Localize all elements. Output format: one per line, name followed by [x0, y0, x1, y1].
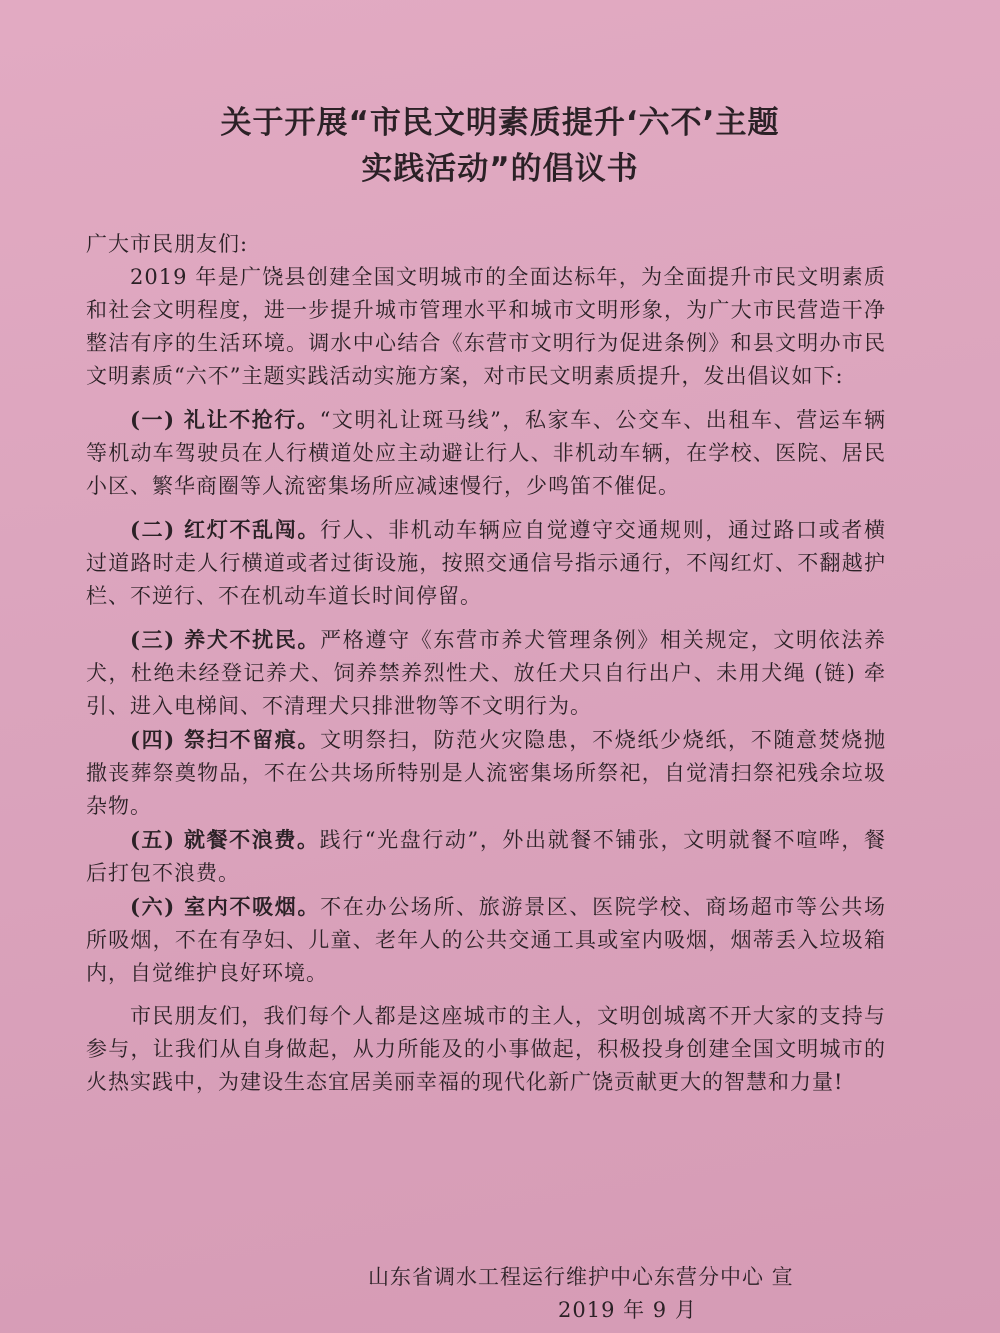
initiative-heading: (六) 室内不吸烟。	[130, 894, 321, 919]
salutation: 广大市民朋友们:	[86, 232, 249, 256]
intro-paragraph: 2019 年是广饶县创建全国文明城市的全面达标年，为全面提升市民文明素质和社会文明程度，进一步提升城市管理水平和城市文明形象，为广大市民营造干净整洁有序的生活环境。调水中心结合《东营市文明行为促进条例》和县文明办市民文明素质“六不”主题实践活动实施方案，对市民文明素质提升，发出倡议如下:	[86, 265, 886, 388]
initiative-heading: (一) 礼让不抢行。	[130, 407, 320, 432]
closing-paragraph: 市民朋友们，我们每个人都是这座城市的主人，文明创城离不开大家的支持与参与，让我们从自身做起，从力所能及的小事做起，积极投身创建全国文明城市的火热实践中，为建设生态宜居美丽幸福的现代化新广饶贡献更大的智慧和力量!	[86, 1004, 886, 1094]
initiative-heading: (三) 养犬不扰民。	[130, 627, 321, 652]
initiative-heading: (四) 祭扫不留痕。	[130, 727, 321, 752]
initiative-item-3	[86, 623, 886, 723]
initiative-text: 不在办公场所、旅游景区、医院学校、商场超市等公共场所吸烟，不在有孕妇、儿童、老年人的公共交通工具或室内吸烟，烟蒂丢入垃圾箱内，自觉维护良好环境。	[86, 895, 887, 985]
title-line-1: 关于开展“市民文明素质提升‘六不’主题	[220, 105, 780, 141]
initiative-item-1	[86, 403, 886, 503]
signature-date: 2019 年 9 月	[558, 1298, 697, 1322]
initiative-text: 行人、非机动车辆应自觉遵守交通规则，通过路口或者横过道路时走人行横道或者过街设施，按照交通信号指示通行，不闯红灯、不翻越护栏、不逆行、不在机动车道长时间停留。	[86, 518, 887, 608]
signature-organization: 山东省调水工程运行维护中心东营分中心 宣	[368, 1265, 794, 1289]
initiative-heading: (二) 红灯不乱闯。	[130, 517, 321, 542]
initiative-item-4	[86, 723, 886, 823]
initiative-heading: (五) 就餐不浪费。	[130, 827, 320, 852]
initiative-item-5	[86, 823, 886, 890]
initiative-text: 严格遵守《东营市养犬管理条例》相关规定，文明依法养犬，杜绝未经登记养犬、饲养禁养烈性犬、放任犬只自行出户、未用犬绳 (链) 牵引、进入电梯间、不清理犬只排泄物等不文明行为。	[86, 628, 887, 718]
initiative-item-2	[86, 513, 886, 613]
document-title	[120, 100, 880, 192]
title-line-2: 实践活动”的倡议书	[361, 151, 639, 187]
initiative-text: “文明礼让斑马线”，私家车、公交车、出租车、营运车辆等机动车驾驶员在人行横道处应主动避让行人、非机动车辆，在学校、医院、居民小区、繁华商圈等人流密集场所应减速慢行，少鸣笛不催促。	[86, 408, 886, 498]
document-body	[86, 228, 886, 1099]
initiative-text: 文明祭扫，防范火灾隐患，不烧纸少烧纸，不随意焚烧抛撒丧葬祭奠物品，不在公共场所特别是人流密集场所祭祀，自觉清扫祭祀残余垃圾杂物。	[86, 728, 887, 818]
initiative-item-6	[86, 890, 886, 990]
initiative-text: 践行“光盘行动”，外出就餐不铺张，文明就餐不喧哗，餐后打包不浪费。	[86, 828, 886, 885]
